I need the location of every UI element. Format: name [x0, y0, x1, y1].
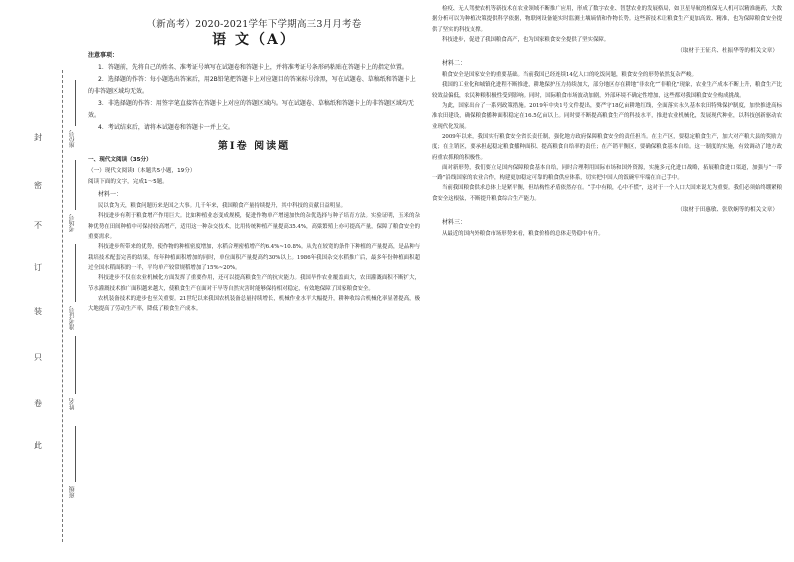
notice-item: 3．非选择题的作答：用签字笔直接答在答题卡上对应的答题区域内。写在试题卷、草稿纸和答题卡上的非答题区域均无效。 [88, 99, 414, 119]
reading-instruction: 阅读下面的文字，完成1～5题。 [88, 179, 168, 186]
margin-char: 装 [34, 307, 42, 316]
body-paragraph: 当前我国粮食供求总体上是紧平衡，但结构性矛盾依然存在。“手中有粮，心中不慌”，这对于一个人口大国来说尤为重要。我们必须始终绷紧粮食安全这根弦，不断提升粮食综合生产能力。 [432, 185, 782, 202]
binding-margin [0, 0, 80, 562]
section-title: 第Ⅰ卷 阅读题 [217, 140, 291, 152]
material-title: 材料二： [442, 60, 467, 68]
source-citation: （取材于王征兵、杜振华等的相关文章） [677, 48, 778, 55]
body-paragraph: 检疫、无人驾驶农机等新技术在农业领域不断推广应用，形成了数字农业、智慧农业的发展格局，如卫星导航的植保无人机可以精准施药，大数据分析可以为种植决策提供科学依据，物联网设备能实时监测土壤墒情和作物长势。这些新技术让粮食生产更加高效、精准，也为保障粮食安全提供了坚实的科技支撑。 [432, 6, 782, 33]
notice-item: 1．答题前，先将自己的姓名、准考证号填写在试题卷和答题卡上，并将准考证号条形码粘贴在答题卡上的指定位置。 [98, 63, 408, 71]
body-paragraph: 科技进步不仅在农业机械化方面发挥了重要作用，还可以提高粮食生产的抗灾能力。我国旱作农业覆盖面大，农田灌溉面积不断扩大，节水灌溉技术推广面积越来越大，使粮食生产在面对干旱等自然灾害时能够保持相对稳定，有效地保障了国家粮食安全。 [88, 275, 420, 292]
sub-part-heading: （一）现代文阅读Ⅰ（本题共5小题，19分） [88, 168, 196, 175]
margin-char: 不 [34, 221, 42, 230]
body-paragraph: 面对新形势，我们要立足国内保障粮食基本自给，同时合理利用国际市场和国外资源，实施多元化进口战略，拓展粮食进口渠道，加强与“一带一路”沿线国家的农业合作，构建更加稳定可靠的粮食供应体系，切实把中国人的饭碗牢牢端在自己手中。 [432, 164, 782, 182]
body-paragraph: 科技进步有利于粮食增产作用巨大。比如种植业态变成规模，促进作物单产增速加快的杂优选择与种子培育方法。实验证明，玉米的杂种优势在田间种植中可保持较高增产，适用这一种杂交技术，比用传统种植产量提高35.4%，高粱繁殖上亦可提高产量，保障了粮食安全的重要需求。 [88, 213, 420, 241]
body-paragraph: 科技进步所带来的优势，使作物的种植密度增加，水稻合理密植增产约6.4%~10.8%。从先在较宽的条件下种植的产量提高，是品种与栽培技术配套完善的结果，每年种植面积增加的同时，单位面积产量提高约30%以上。1986年我国杂交水稻推广后，最多年份种植面积超过全国水稻面积的一半，平均单产较常规稻增加了15%~20%。 [88, 244, 420, 271]
fill-line [75, 336, 76, 394]
body-paragraph: 农机装备技术的进步也至关重要。21世纪以来我国农机装备总量持续增长，机械作业水平大幅提升，耕种收综合机械化率显著提高，极大地提高了劳动生产率，降低了粮食生产成本。 [88, 295, 420, 313]
subject-title: 语 文（A） [212, 32, 296, 49]
body-paragraph: 粮食安全是国家安全的重要基础。当前我国已经连续14亿人口的吃饭问题，粮食安全的形势依然复杂严峻。 [442, 72, 697, 79]
body-paragraph: 2009年以来，我国实行粮食安全省长责任制，强化地方政府保障粮食安全的责任担当。在主产区，要稳定粮食生产，加大对产粮大县的奖励力度；在主销区，要承担起稳定粮食播种面积、提高粮食自给率的责任；在产销平衡区，要确保粮食基本自给。这一制度的实施，有效调动了地方政府重农抓粮的积极性。 [432, 133, 782, 161]
material-title: 材料一： [98, 191, 123, 199]
body-paragraph: 科技进步，促进了我国粮食高产，也为国家粮食安全提供了坚实保障。 [442, 36, 610, 43]
exam-title: （新高考）2020-2021学年下学期高三3月月考卷 [146, 19, 362, 30]
margin-char: 卷 [34, 399, 42, 408]
seat-number-label: 座位号 [69, 130, 76, 148]
notice-item: 2．选择题的作答：每小题选出答案后，用2B铅笔把答题卡上对应题目的答案标号涂黑，写在试题卷、草稿纸和答题卡上的非答题区域均无效。 [88, 75, 416, 95]
margin-char: 此 [34, 441, 42, 450]
ticket-number-label: 准考证号 [69, 306, 76, 330]
source-citation: （取材于田惠敏、张欣娴等的相关文章） [677, 207, 778, 214]
fill-line [75, 160, 76, 210]
part-heading: 一、现代文阅读（35分） [88, 157, 152, 164]
body-paragraph: 从最近的国内外粮食市场形势来看，粮食价格的总体走势稳中有升。 [442, 231, 604, 238]
seal-line [62, 70, 63, 542]
margin-char: 封 [34, 133, 42, 142]
margin-char: 订 [34, 263, 42, 272]
material-title: 材料三： [442, 219, 467, 227]
body-paragraph: 为此，国家出台了一系列政策措施。2019年中央1号文件提出，要严守18亿亩耕地红线，全面落实永久基本农田特殊保护制度，加快推进高标准农田建设，确保粮食播种面积稳定在16.5亿亩以上。同时要不断提高粮食生产的科技水平，推进农业机械化，发展现代种业，以科技创新驱动农业现代化发展。 [432, 103, 782, 130]
exam-room-label: 考场号 [69, 214, 76, 232]
fill-line [75, 244, 76, 302]
right-column [432, 4, 782, 239]
notice-item: 4．考试结束后，请将本试题卷和答题卡一并上交。 [98, 123, 234, 131]
name-label: 姓名 [69, 398, 76, 410]
fill-line [75, 80, 76, 126]
body-paragraph: 我国的工业化和城镇化进程不断推进，耕地保护压力持续加大，部分地区存在耕地“非农化”“非粮化”现象，农业生产成本不断上升，粮食生产比较效益偏低，农民种粮积极性受到影响。同时，国际粮食市场波动加剧，外部环境不确定性增加，这些都对我国粮食安全构成挑战。 [432, 82, 782, 99]
fill-line [75, 426, 76, 482]
margin-char: 只 [34, 353, 42, 362]
margin-char: 密 [34, 181, 42, 190]
notice-label: 注意事项： [88, 51, 119, 59]
body-paragraph: 民以食为天，粮食问题历来是国之大事。几千年来，我国粮食产量持续提升，其中科技的贡献日益明显。 [98, 203, 346, 210]
left-column [88, 0, 420, 314]
class-label: 班级 [69, 486, 76, 498]
